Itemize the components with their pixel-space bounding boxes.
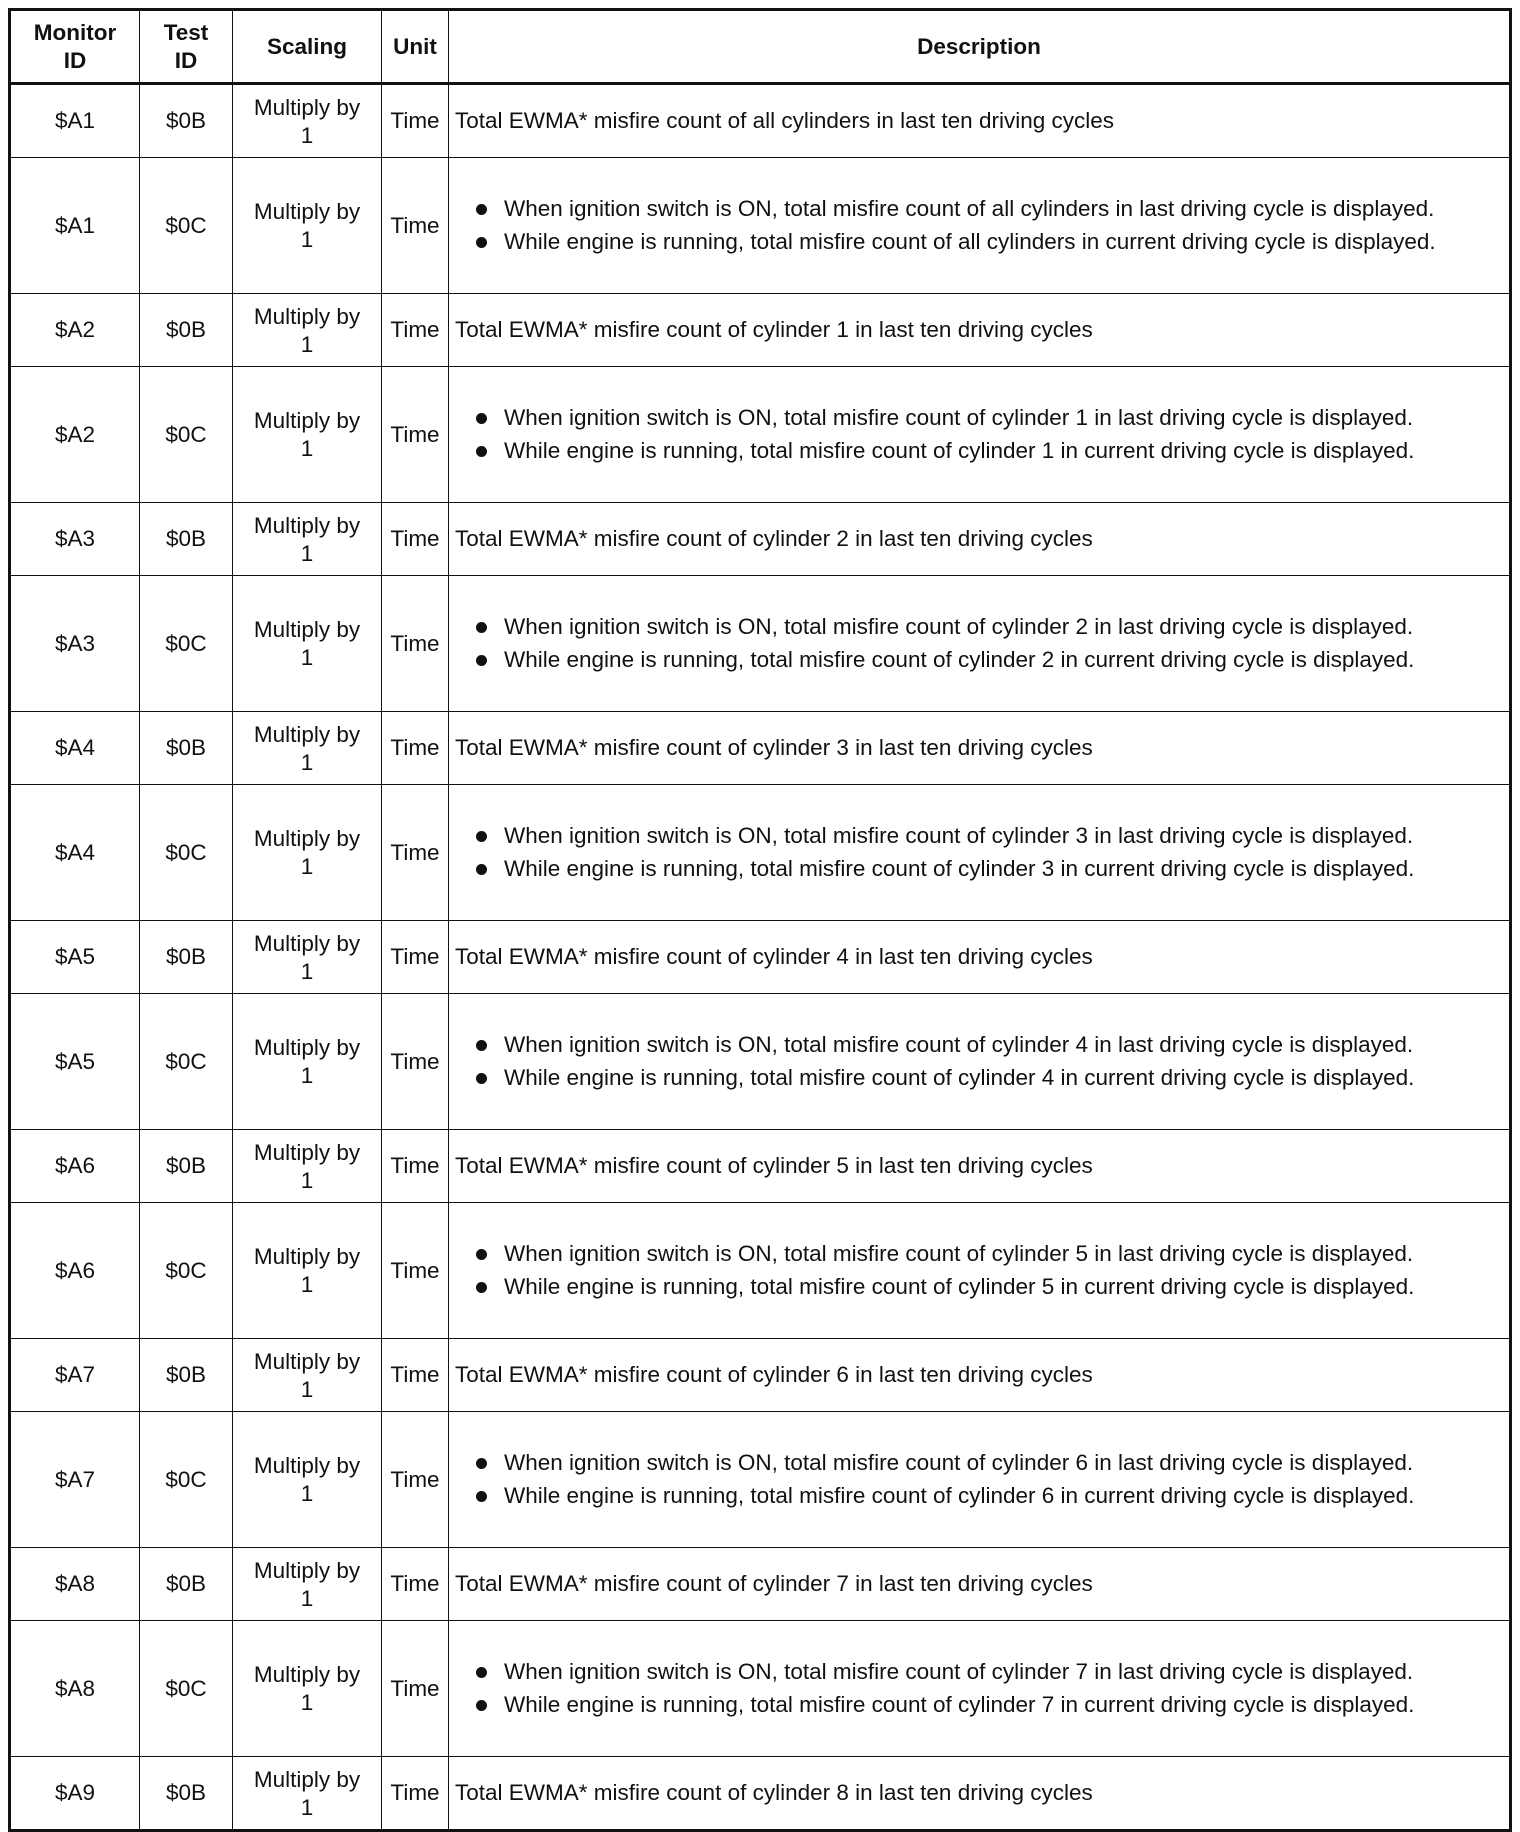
table-row [10,921,1511,994]
cell-test-id: $0B [140,1757,233,1831]
cell-unit: Time [382,158,449,294]
bullet-icon [476,622,487,633]
scaling-line1: Multiply by [253,1557,361,1583]
cell-test-id: $0C [140,1203,233,1339]
header-test-id [140,10,233,84]
bullet-icon [476,655,487,666]
cell-monitor-id: $A4 [10,712,140,785]
scaling-line2: 1 [300,1063,314,1088]
bullet-text: When ignition switch is ON, total misfire count of cylinder 4 in last driving cycle is displayed. [504,1032,1414,1057]
cell-scaling [233,1203,382,1339]
description-bullet-list [455,1239,1501,1302]
bullet-icon [476,1700,487,1711]
cell-test-id: $0B [140,1548,233,1621]
cell-monitor-id: $A1 [10,84,140,158]
table-header [10,10,1511,84]
scaling-line2: 1 [300,540,314,566]
bullet-icon [476,1040,487,1051]
cell-scaling [233,921,382,994]
cell-monitor-id: $A7 [10,1339,140,1412]
scaling-line1: Multiply by [253,826,361,851]
cell-scaling [233,294,382,367]
bullet-icon [476,1073,487,1084]
scaling-line2: 1 [300,749,314,775]
description-bullet-list [455,194,1501,257]
cell-description: Total EWMA* misfire count of cylinder 4 in last ten driving cycles [449,921,1511,994]
table-row [10,994,1511,1130]
cell-unit: Time [382,1412,449,1548]
description-bullet-item [455,1063,1501,1093]
cell-description [449,994,1511,1130]
bullet-text: While engine is running, total misfire count of cylinder 6 in current driving cycle is displayed. [504,1483,1415,1508]
description-bullet-item [455,1030,1501,1060]
scaling-line2: 1 [300,1690,314,1715]
cell-scaling [233,712,382,785]
header-monitor-id-line1: Monitor [33,19,117,45]
cell-scaling [233,367,382,503]
table-row [10,1130,1511,1203]
bullet-text: When ignition switch is ON, total misfire count of cylinder 5 in last driving cycle is displayed. [504,1241,1414,1266]
scaling-line1: Multiply by [253,1662,361,1687]
table-row [10,712,1511,785]
scaling-line1: Multiply by [253,1139,361,1165]
description-bullet-item [455,854,1501,884]
cell-monitor-id: $A1 [10,158,140,294]
table-row [10,576,1511,712]
scaling-line1: Multiply by [253,1766,361,1792]
header-description: Description [449,10,1511,84]
scaling-line1: Multiply by [253,1244,361,1269]
header-test-id-line2: ID [174,47,198,73]
cell-test-id: $0C [140,785,233,921]
scaling-line1: Multiply by [253,512,361,538]
cell-test-id: $0B [140,921,233,994]
cell-scaling [233,84,382,158]
description-bullet-item [455,1448,1501,1478]
scaling-line1: Multiply by [253,303,361,329]
bullet-text: When ignition switch is ON, total misfire count of cylinder 1 in last driving cycle is displayed. [504,405,1414,430]
cell-description [449,367,1511,503]
scaling-line1: Multiply by [253,408,361,433]
cell-monitor-id: $A2 [10,367,140,503]
cell-test-id: $0C [140,367,233,503]
cell-test-id: $0B [140,294,233,367]
cell-description: Total EWMA* misfire count of all cylinders in last ten driving cycles [449,84,1511,158]
cell-unit: Time [382,1130,449,1203]
cell-test-id: $0C [140,1621,233,1757]
cell-unit: Time [382,785,449,921]
description-bullet-item [455,645,1501,675]
cell-scaling [233,158,382,294]
cell-monitor-id: $A2 [10,294,140,367]
bullet-text: When ignition switch is ON, total misfire count of cylinder 2 in last driving cycle is displayed. [504,614,1414,639]
bullet-text: When ignition switch is ON, total misfire count of cylinder 6 in last driving cycle is displayed. [504,1450,1414,1475]
cell-description: Total EWMA* misfire count of cylinder 3 in last ten driving cycles [449,712,1511,785]
cell-monitor-id: $A5 [10,994,140,1130]
table-row [10,84,1511,158]
bullet-icon [476,237,487,248]
scaling-line2: 1 [300,958,314,984]
cell-test-id: $0B [140,503,233,576]
scaling-line2: 1 [300,854,314,879]
scaling-line2: 1 [300,122,314,148]
cell-scaling [233,785,382,921]
cell-description: Total EWMA* misfire count of cylinder 5 in last ten driving cycles [449,1130,1511,1203]
scaling-line1: Multiply by [253,1348,361,1374]
cell-description [449,785,1511,921]
bullet-icon [476,1458,487,1469]
cell-test-id: $0C [140,576,233,712]
cell-test-id: $0B [140,1130,233,1203]
bullet-icon [476,1491,487,1502]
cell-unit: Time [382,503,449,576]
scaling-line2: 1 [300,1167,314,1193]
scaling-line2: 1 [300,1794,314,1820]
cell-unit: Time [382,1548,449,1621]
table-row [10,503,1511,576]
scaling-line2: 1 [300,227,314,252]
description-bullet-item [455,821,1501,851]
bullet-text: While engine is running, total misfire count of cylinder 4 in current driving cycle is displayed. [504,1065,1415,1090]
cell-unit: Time [382,1757,449,1831]
scaling-line1: Multiply by [253,1453,361,1478]
bullet-icon [476,864,487,875]
scaling-line1: Multiply by [253,1035,361,1060]
description-bullet-item [455,227,1501,257]
description-bullet-list [455,403,1501,466]
header-monitor-id-line2: ID [63,47,87,73]
table-row [10,1339,1511,1412]
scaling-line1: Multiply by [253,617,361,642]
cell-scaling [233,576,382,712]
cell-description: Total EWMA* misfire count of cylinder 2 in last ten driving cycles [449,503,1511,576]
cell-description: Total EWMA* misfire count of cylinder 6 in last ten driving cycles [449,1339,1511,1412]
cell-unit: Time [382,712,449,785]
bullet-icon [476,831,487,842]
scaling-line2: 1 [300,1272,314,1297]
description-bullet-item [455,436,1501,466]
cell-unit: Time [382,84,449,158]
scaling-line1: Multiply by [253,930,361,956]
cell-unit: Time [382,367,449,503]
scaling-line2: 1 [300,1376,314,1402]
table-row [10,158,1511,294]
cell-monitor-id: $A3 [10,503,140,576]
cell-unit: Time [382,576,449,712]
bullet-icon [476,446,487,457]
cell-scaling [233,503,382,576]
cell-monitor-id: $A7 [10,1412,140,1548]
cell-description: Total EWMA* misfire count of cylinder 7 in last ten driving cycles [449,1548,1511,1621]
cell-description: Total EWMA* misfire count of cylinder 1 in last ten driving cycles [449,294,1511,367]
description-bullet-list [455,1448,1501,1511]
header-test-id-line1: Test [163,19,209,45]
cell-unit: Time [382,921,449,994]
bullet-text: When ignition switch is ON, total misfire count of cylinder 3 in last driving cycle is displayed. [504,823,1414,848]
bullet-icon [476,1249,487,1260]
description-bullet-item [455,1657,1501,1687]
cell-test-id: $0C [140,1412,233,1548]
table-row [10,1757,1511,1831]
cell-test-id: $0B [140,84,233,158]
description-bullet-item [455,1481,1501,1511]
scaling-line2: 1 [300,645,314,670]
bullet-text: While engine is running, total misfire count of cylinder 7 in current driving cycle is displayed. [504,1692,1415,1717]
cell-test-id: $0B [140,712,233,785]
scaling-line1: Multiply by [253,721,361,747]
bullet-text: While engine is running, total misfire count of cylinder 3 in current driving cycle is displayed. [504,856,1415,881]
table-row [10,785,1511,921]
bullet-text: When ignition switch is ON, total misfire count of all cylinders in last driving cycle is displayed. [504,196,1435,221]
scaling-line1: Multiply by [253,199,361,224]
table-row [10,1621,1511,1757]
cell-unit: Time [382,994,449,1130]
description-bullet-item [455,403,1501,433]
cell-monitor-id: $A5 [10,921,140,994]
bullet-icon [476,413,487,424]
cell-monitor-id: $A3 [10,576,140,712]
description-bullet-item [455,194,1501,224]
cell-description [449,1621,1511,1757]
description-bullet-item [455,1239,1501,1269]
cell-unit: Time [382,294,449,367]
cell-test-id: $0B [140,1339,233,1412]
table-row [10,1548,1511,1621]
cell-unit: Time [382,1203,449,1339]
scaling-line2: 1 [300,1481,314,1506]
cell-unit: Time [382,1339,449,1412]
cell-scaling [233,1757,382,1831]
description-bullet-list [455,612,1501,675]
bullet-icon [476,204,487,215]
cell-monitor-id: $A6 [10,1203,140,1339]
cell-description [449,1203,1511,1339]
scaling-line2: 1 [300,1585,314,1611]
table-row [10,1203,1511,1339]
header-scaling: Scaling [233,10,382,84]
cell-description: Total EWMA* misfire count of cylinder 8 in last ten driving cycles [449,1757,1511,1831]
cell-description [449,1412,1511,1548]
cell-description [449,576,1511,712]
table-body [10,84,1511,1831]
cell-monitor-id: $A9 [10,1757,140,1831]
scaling-line2: 1 [300,436,314,461]
monitor-test-table [8,8,1512,1832]
table-row [10,1412,1511,1548]
description-bullet-list [455,1030,1501,1093]
bullet-text: When ignition switch is ON, total misfire count of cylinder 7 in last driving cycle is displayed. [504,1659,1414,1684]
cell-scaling [233,1621,382,1757]
cell-unit: Time [382,1621,449,1757]
cell-scaling [233,1130,382,1203]
cell-scaling [233,994,382,1130]
header-monitor-id [10,10,140,84]
cell-monitor-id: $A8 [10,1548,140,1621]
table-row [10,367,1511,503]
description-bullet-list [455,1657,1501,1720]
description-bullet-item [455,1690,1501,1720]
bullet-text: While engine is running, total misfire count of cylinder 5 in current driving cycle is displayed. [504,1274,1415,1299]
cell-scaling [233,1339,382,1412]
bullet-text: While engine is running, total misfire count of cylinder 2 in current driving cycle is displayed. [504,647,1415,672]
bullet-icon [476,1667,487,1678]
cell-test-id: $0C [140,158,233,294]
bullet-text: While engine is running, total misfire count of cylinder 1 in current driving cycle is displayed. [504,438,1415,463]
description-bullet-item [455,612,1501,642]
bullet-icon [476,1282,487,1293]
cell-test-id: $0C [140,994,233,1130]
header-unit: Unit [382,10,449,84]
scaling-line2: 1 [300,331,314,357]
scaling-line1: Multiply by [253,94,361,120]
cell-monitor-id: $A4 [10,785,140,921]
cell-monitor-id: $A8 [10,1621,140,1757]
description-bullet-list [455,821,1501,884]
bullet-text: While engine is running, total misfire count of all cylinders in current driving cycle is displayed. [504,229,1436,254]
table-row [10,294,1511,367]
cell-monitor-id: $A6 [10,1130,140,1203]
description-bullet-item [455,1272,1501,1302]
cell-scaling [233,1548,382,1621]
cell-description [449,158,1511,294]
cell-scaling [233,1412,382,1548]
